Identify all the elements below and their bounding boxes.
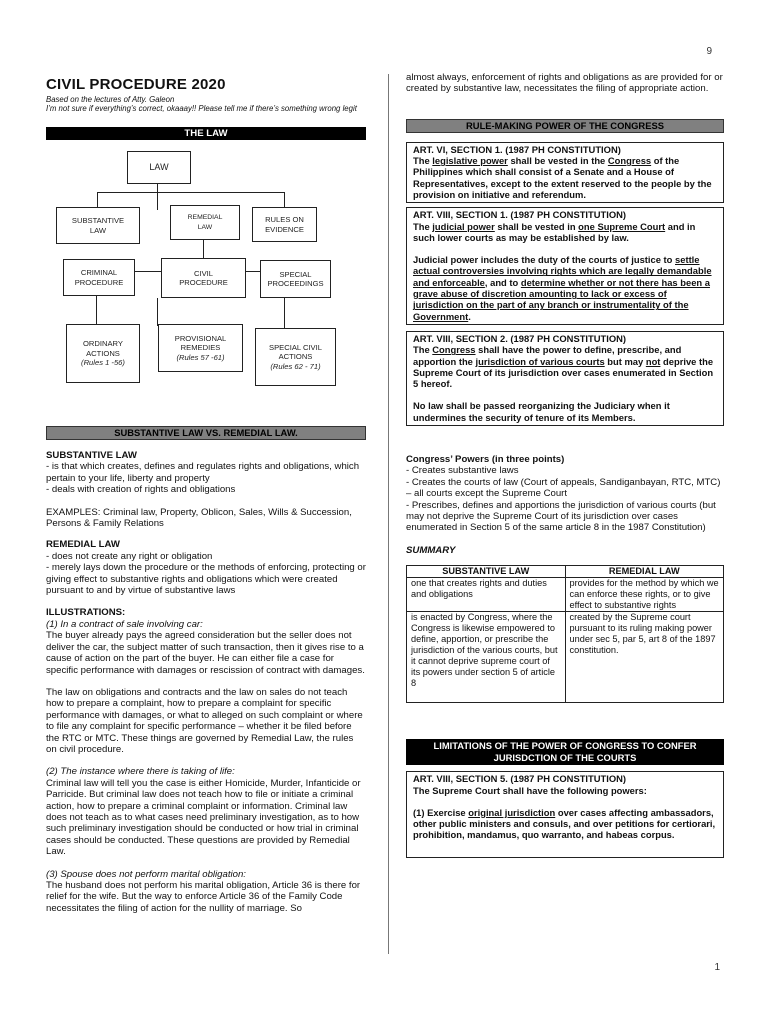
column-divider	[388, 74, 389, 954]
box-text: The legislative power shall be vested in the Congress of the Philippines which shall consist of a Senate and a House of Representatives, except to the extent reserved to the people by the provision on initiative and referendum.	[413, 155, 712, 200]
congress-power-3: - Prescribes, defines and apportions the jurisdiction of various courts (but may not deprive the Supreme Court of its jurisdiction over cases enumerated in Section 5 of the same article 8 in the 1987 Constitution)	[406, 499, 716, 534]
box-title: ART. VIII, SECTION 2. (1987 PH CONSTITUTION)	[413, 332, 627, 344]
substantive-law-definition: - is that which creates, defines and regulates rights and obligations, which pertain to your life, liberty and property	[46, 461, 360, 484]
constitution-box-art8-sec5	[406, 771, 724, 857]
illustration-2-title: (2) The instance where there is taking of life:	[46, 766, 235, 778]
connector	[203, 239, 204, 259]
table-cell: created by the Supreme court pursuant to its ruling making power under sec 5, par 5, art 8 of the 1897 constitution.	[565, 612, 724, 703]
box-title: ART. VIII, SECTION 5. (1987 PH CONSTITUTION)	[413, 773, 627, 785]
congress-power-1: - Creates substantive laws	[406, 465, 519, 477]
table-cell: provides for the method by which we can enforce these rights, or to give effect to substantive rights	[565, 578, 724, 612]
constitution-box-art8-sec1	[406, 207, 724, 325]
node-civil-procedure: CIVIL PROCEDURE	[161, 258, 246, 298]
document-title: CIVIL PROCEDURE 2020	[46, 76, 226, 93]
remedial-law-note: - merely lays down the procedure or the methods of enforcing, protecting or giving effect to substantive rights and obligations which were created pursuant to and by virtue of substantive laws	[46, 562, 366, 597]
node-law: LAW	[127, 151, 191, 184]
section-header-the-law: THE LAW	[46, 127, 366, 140]
page-number-bottom: 1	[714, 962, 720, 973]
column-header-remedial: REMEDIAL LAW	[565, 566, 724, 578]
node-ordinary-actions: ORDINARY ACTIONS (Rules 1 -56)	[66, 324, 140, 383]
connector	[284, 296, 285, 328]
illustration-1-text: The buyer already pays the agreed consideration but the seller does not deliver the car, the subject matter of such transaction, then it gives rise to a cause of action on the part of the buyer. He can either file a case for specific performance with damages or rescission of contract with damages.	[46, 630, 365, 676]
document-subtitle-2: I’m not sure if everything’s correct, okaaay!! Please tell me if there’s something wrong legit	[46, 104, 357, 114]
node-remedial-law: REMEDIAL LAW	[170, 205, 240, 240]
column-header-substantive: SUBSTANTIVE LAW	[407, 566, 566, 578]
node-rules-on-evidence: RULES ON EVIDENCE	[252, 207, 317, 242]
box-title: ART. VIII, SECTION 1. (1987 PH CONSTITUTION)	[413, 209, 627, 221]
table-cell: is enacted by Congress, where the Congress is likewise empowered to define, apportion, or prescribe the jurisdiction of the various courts, but it cannot deprive supreme court of its powers under section 5 of article 8	[407, 612, 566, 703]
left-body	[46, 426, 366, 914]
congress-powers-heading: Congress’ Powers (in three points)	[406, 454, 565, 466]
continuation-text: almost always, enforcement of rights and obligations as are provided for or created by substantive law, necessitates the filing of appropriate action.	[406, 72, 723, 95]
node-special-civil-actions: SPECIAL CIVIL ACTIONS (Rules 62 - 71)	[255, 328, 336, 386]
node-special-proceedings: SPECIAL PROCEEDINGS	[260, 260, 331, 298]
illustration-1-title: (1) In a contract of sale involving car:	[46, 618, 203, 630]
substantive-law-heading: SUBSTANTIVE LAW	[46, 450, 137, 461]
table-row	[407, 578, 724, 612]
section-header-substantive-vs-remedial: SUBSTANTIVE LAW VS. REMEDIAL LAW.	[46, 426, 366, 440]
node-substantive-law: SUBSTANTIVE LAW	[56, 207, 140, 244]
box-title: ART. VI, SECTION 1. (1987 PH CONSTITUTION)	[413, 143, 621, 155]
table-header-row	[407, 566, 724, 578]
box-text: The judicial power shall be vested in one Supreme Court and in such lower courts as may be established by law.	[413, 220, 696, 243]
box-text: The Congress shall have the power to define, prescribe, and apportion the jurisdiction of various courts but may not deprive the Supreme Court of its jurisdiction over cases enumerated in Section 5 hereof.	[413, 344, 714, 390]
node-provisional-remedies: PROVISIONAL REMEDIES (Rules 57 -61)	[158, 324, 243, 372]
illustration-2-text: Criminal law will tell you the case is either Homicide, Murder, Infanticide or Parricide. But criminal law does not teach how to file or initiate a criminal action, how to prepare a criminal complaint or information. Criminal law does not teach as to what cases need preliminary investigation, as to how such preliminary investigation should be conducted or how trial in criminal cases should be conducted. These questions are provided by Remedial Law.	[46, 777, 361, 858]
substantive-law-note: - deals with creation of rights and obligations	[46, 484, 236, 496]
box-text-2: (1) Exercise original jurisdiction over cases affecting ambassadors, other public ministers and consuls, and over petitions for certiorari, prohibition, mandamus, quo warranto, and habeas corpus.	[413, 806, 716, 841]
constitution-box-art8-sec2	[406, 331, 724, 426]
remedial-law-heading: REMEDIAL LAW	[46, 539, 120, 551]
illustrations-heading: ILLUSTRATIONS:	[46, 607, 126, 619]
table-cell: one that creates rights and duties and obligations	[407, 578, 566, 612]
illustration-3-title: (3) Spouse does not perform marital obligation:	[46, 868, 246, 880]
remedial-law-definition: - does not create any right or obligation	[46, 550, 213, 562]
box-text-2: No law shall be passed reorganizing the Judiciary when it undermines the security of tenure of its Members.	[413, 400, 670, 423]
summary-heading: SUMMARY	[406, 544, 456, 556]
left-column	[46, 72, 366, 140]
connector	[97, 192, 285, 193]
connector	[157, 298, 158, 326]
page-number-top: 9	[706, 46, 712, 57]
box-text-2: Judicial power includes the duty of the courts of justice to settle actual controversies involving rights which are legally demandable and enforceable, and to determine whether or not there has been a grave abuse of discretion amounting to lack or excess of jurisdiction on the part of any branch or instrumentality of the Government.	[413, 254, 712, 322]
table-row	[407, 612, 724, 703]
congress-power-2: - Creates the courts of law (Court of appeals, Sandiganbayan, RTC, MTC) – all courts except the Supreme Court	[406, 476, 721, 500]
section-header-rule-making: RULE-MAKING POWER OF THE CONGRESS	[406, 119, 724, 133]
summary-table	[406, 565, 724, 703]
law-diagram	[46, 148, 366, 392]
node-criminal-procedure: CRIMINAL PROCEDURE	[63, 259, 135, 296]
illustration-1-text-2: The law on obligations and contracts and the law on sales do not teach how to prepare a complaint, how to prepare a complaint for specific performance with damages, or what to alleged on such complaint or where to file any complaint for specific performance – whether it be filed before the RTC or MTC. These things are governed by Remedial Law, the rules on civil procedure.	[46, 686, 363, 755]
examples-text: EXAMPLES: Criminal law, Property, Oblicon, Sales, Wills & Succession, Persons & Family Relations	[46, 506, 352, 530]
document-subtitle-1: Based on the lectures of Atty. Galeon	[46, 95, 175, 104]
box-text: The Supreme Court shall have the following powers:	[413, 784, 647, 796]
section-header-limitations: LIMITATIONS OF THE POWER OF CONGRESS TO CONFER JURISDCTION OF THE COURTS	[406, 739, 724, 765]
illustration-3-text: The husband does not perform his marital obligation, Article 36 is there for relief for the wife. But the way to enforce Article 36 of the Family Code necessitates the filing of action for the nullity of marriage. So	[46, 880, 361, 914]
right-column	[406, 72, 724, 858]
constitution-box-art6-sec1	[406, 142, 724, 203]
